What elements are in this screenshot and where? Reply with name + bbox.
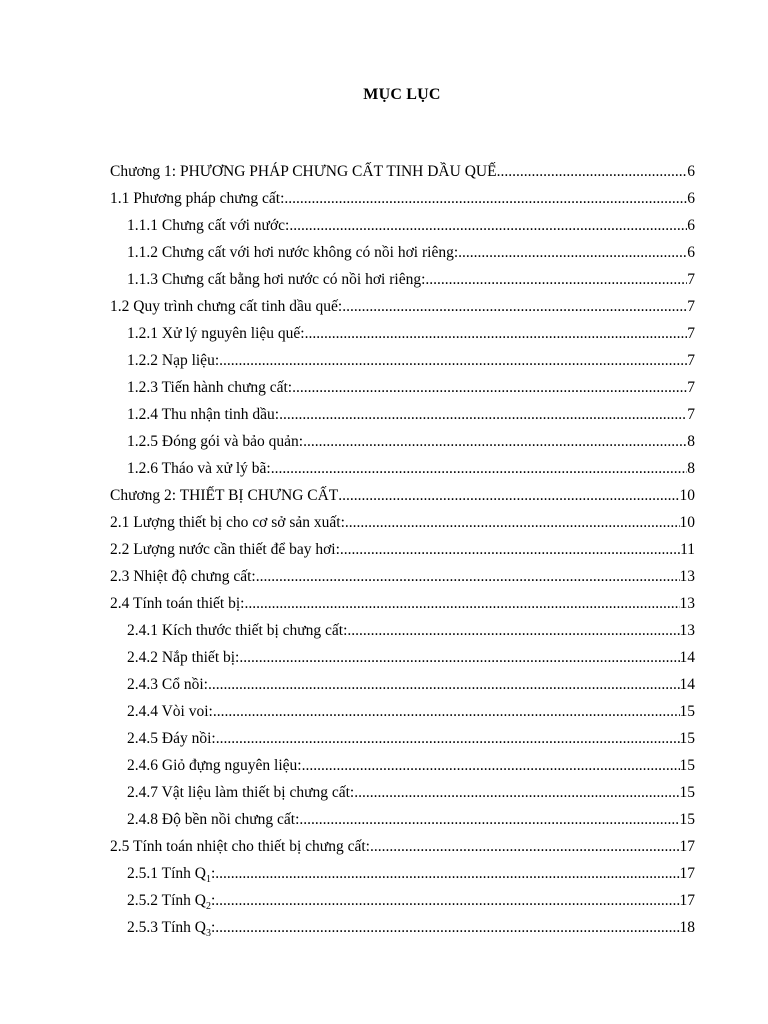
toc-entry-text: 1.1.3 Chưng cất bằng hơi nước có nồi hơi riêng: [127,271,426,288]
toc-entry-text: 2.4.8 Độ bền nồi chưng cất: [127,811,300,828]
toc-entry[interactable] [110,698,695,725]
toc-entry-text: 2.4.2 Nắp thiết bị: [127,649,240,666]
table-of-contents [110,158,695,941]
toc-entry[interactable] [110,725,695,752]
toc-page-number: 7 [687,325,695,342]
toc-entry[interactable] [110,482,695,509]
toc-entry-text: 2.5.2 Tính Q [127,892,206,909]
toc-page-number: 6 [687,163,695,180]
toc-entry-text: 2.4.6 Giỏ đựng nguyên liệu: [127,757,302,774]
toc-entry-text: 1.1.1 Chưng cất với nước: [127,217,290,234]
toc-dot-leader [342,293,687,320]
toc-entry-text: 1.2.4 Thu nhận tinh dầu: [127,406,280,423]
toc-dot-leader [284,185,687,212]
toc-entry[interactable] [110,590,695,617]
toc-entry-text: 2.5 Tính toán nhiệt cho thiết bị chưng cất: [110,838,370,855]
toc-page-number: 6 [687,217,695,234]
toc-entry-label [127,617,347,644]
toc-page-number: 15 [679,784,695,801]
toc-entry[interactable] [110,914,695,941]
toc-dot-leader [338,482,679,509]
toc-dot-leader [279,401,687,428]
toc-entry-label [127,806,299,833]
toc-dot-leader [425,266,687,293]
toc-dot-leader [347,617,679,644]
toc-page-number: 14 [679,649,695,666]
toc-dot-leader [340,536,680,563]
toc-dot-leader [299,806,679,833]
toc-page-number: 14 [679,676,695,693]
toc-entry[interactable] [110,671,695,698]
toc-page-number: 15 [679,757,695,774]
toc-entry-text: 2.4.3 Cổ nồi: [127,676,208,693]
toc-entry-label [110,293,342,320]
toc-entry-subscript: 2 [205,901,211,913]
toc-entry-text: 1.2.1 Xử lý nguyên liệu quế: [127,325,305,342]
toc-page-number: 6 [687,244,695,261]
toc-entry-label [110,833,370,860]
toc-page-number: 15 [679,730,695,747]
toc-entry-label [110,185,284,212]
toc-entry-label [110,509,345,536]
toc-entry-label [110,482,338,509]
toc-entry[interactable] [110,455,695,482]
toc-page-number: 8 [687,460,695,477]
toc-page-number: 15 [679,703,695,720]
toc-dot-leader [289,212,687,239]
toc-entry-subscript: 3 [205,928,211,940]
toc-entry-text: 2.5.3 Tính Q [127,919,206,936]
toc-entry[interactable] [110,779,695,806]
toc-entry-text: 1.2 Quy trình chưng cất tinh dầu quế: [110,298,343,315]
toc-entry-text: 2.2 Lượng nước cần thiết để bay hơi: [110,541,340,558]
page-title: MỤC LỤC [363,86,441,103]
toc-entry[interactable] [110,374,695,401]
toc-entry-text: 2.4.1 Kích thước thiết bị chưng cất: [127,622,348,639]
toc-entry[interactable] [110,644,695,671]
toc-entry-subscript: 1 [205,874,211,886]
toc-entry[interactable] [110,536,695,563]
toc-page-number: 10 [679,487,695,504]
toc-entry-text: 2.4.4 Vòi voi: [127,703,213,720]
toc-entry[interactable] [110,401,695,428]
toc-page-number: 18 [679,919,695,936]
toc-entry[interactable] [110,239,695,266]
toc-dot-leader [370,833,680,860]
toc-entry[interactable] [110,617,695,644]
toc-entry-label [127,374,292,401]
toc-entry[interactable] [110,293,695,320]
toc-dot-leader [244,590,679,617]
toc-dot-leader [303,428,687,455]
toc-dot-leader [239,644,679,671]
toc-page-number: 7 [687,352,695,369]
toc-entry-text: 1.2.6 Tháo và xử lý bã: [127,460,271,477]
toc-entry-label [110,158,497,185]
toc-dot-leader [271,455,688,482]
toc-dot-leader [208,671,680,698]
toc-entry[interactable] [110,320,695,347]
toc-entry[interactable] [110,752,695,779]
toc-dot-leader [215,860,679,887]
toc-entry-label [127,671,208,698]
toc-entry-text: 2.4.7 Vật liệu làm thiết bị chưng cất: [127,784,355,801]
toc-entry[interactable] [110,833,695,860]
toc-page-number: 15 [679,811,695,828]
toc-entry[interactable] [110,347,695,374]
toc-page-number: 11 [680,541,695,558]
toc-dot-leader [292,374,687,401]
toc-entry-label [127,239,458,266]
toc-page-number: 7 [687,406,695,423]
toc-entry-label [127,725,216,752]
toc-page-number: 10 [679,514,695,531]
toc-entry-label [127,914,215,941]
toc-dot-leader [497,158,688,185]
toc-entry[interactable] [110,887,695,914]
toc-page-number: 6 [687,190,695,207]
toc-entry-suffix: : [210,892,216,909]
toc-dot-leader [458,239,687,266]
toc-entry-label [127,455,271,482]
toc-entry-suffix: : [210,865,216,882]
toc-page-number: 8 [687,433,695,450]
toc-entry[interactable] [110,266,695,293]
toc-entry[interactable] [110,806,695,833]
toc-entry-label [110,563,256,590]
toc-page-number: 17 [679,892,695,909]
toc-entry-text: 2.4.5 Đáy nồi: [127,730,216,747]
toc-entry-label [127,212,289,239]
toc-dot-leader [302,752,680,779]
toc-entry-label [127,860,215,887]
toc-entry-suffix: : [210,919,216,936]
toc-entry-text: 1.2.3 Tiến hành chưng cất: [127,379,293,396]
toc-entry[interactable] [110,860,695,887]
toc-dot-leader [219,347,687,374]
toc-entry[interactable] [110,509,695,536]
toc-dot-leader [305,320,688,347]
toc-entry-text: 1.1.2 Chưng cất với hơi nước không có nồi hơi riêng: [127,244,459,261]
toc-entry-text: 1.2.2 Nạp liệu: [127,352,220,369]
toc-entry-label [127,401,279,428]
toc-page-number: 13 [679,595,695,612]
toc-entry[interactable] [110,158,695,185]
toc-entry-label [127,887,215,914]
toc-entry-label [110,590,244,617]
toc-entry-label [127,320,305,347]
toc-entry-text: 1.2.5 Đóng gói và bảo quản: [127,433,304,450]
toc-dot-leader [354,779,679,806]
toc-entry[interactable] [110,563,695,590]
toc-entry-label [110,536,340,563]
toc-dot-leader [213,698,680,725]
toc-entry-text: 2.3 Nhiệt độ chưng cất: [110,568,256,585]
toc-entry-text: 2.1 Lượng thiết bị cho cơ sở sản xuất: [110,514,345,531]
toc-dot-leader [215,887,679,914]
toc-entry-label [127,347,219,374]
toc-entry[interactable] [110,185,695,212]
toc-entry-text: 1.1 Phương pháp chưng cất: [110,190,285,207]
toc-dot-leader [345,509,680,536]
toc-page-number: 17 [679,838,695,855]
toc-page-number: 13 [679,568,695,585]
toc-entry-text: 2.5.1 Tính Q [127,865,206,882]
toc-entry-label [127,266,425,293]
toc-page-number: 17 [679,865,695,882]
toc-entry-text: 2.4 Tính toán thiết bị: [110,595,245,612]
toc-page-number: 7 [687,298,695,315]
toc-dot-leader [215,914,679,941]
toc-entry-text: Chương 1: PHƯƠNG PHÁP CHƯNG CẤT TINH DẦU QUẾ [110,163,497,180]
toc-entry-label [127,752,302,779]
toc-entry-label [127,644,239,671]
toc-entry-label [127,698,213,725]
toc-dot-leader [216,725,680,752]
toc-entry-label [127,428,303,455]
toc-page-number: 7 [687,379,695,396]
toc-page-number: 7 [687,271,695,288]
toc-entry[interactable] [110,428,695,455]
toc-entry[interactable] [110,212,695,239]
toc-page-number: 13 [679,622,695,639]
toc-entry-text: Chương 2: THIẾT BỊ CHƯNG CẤT [110,487,339,504]
toc-entry-label [127,779,354,806]
toc-dot-leader [256,563,680,590]
